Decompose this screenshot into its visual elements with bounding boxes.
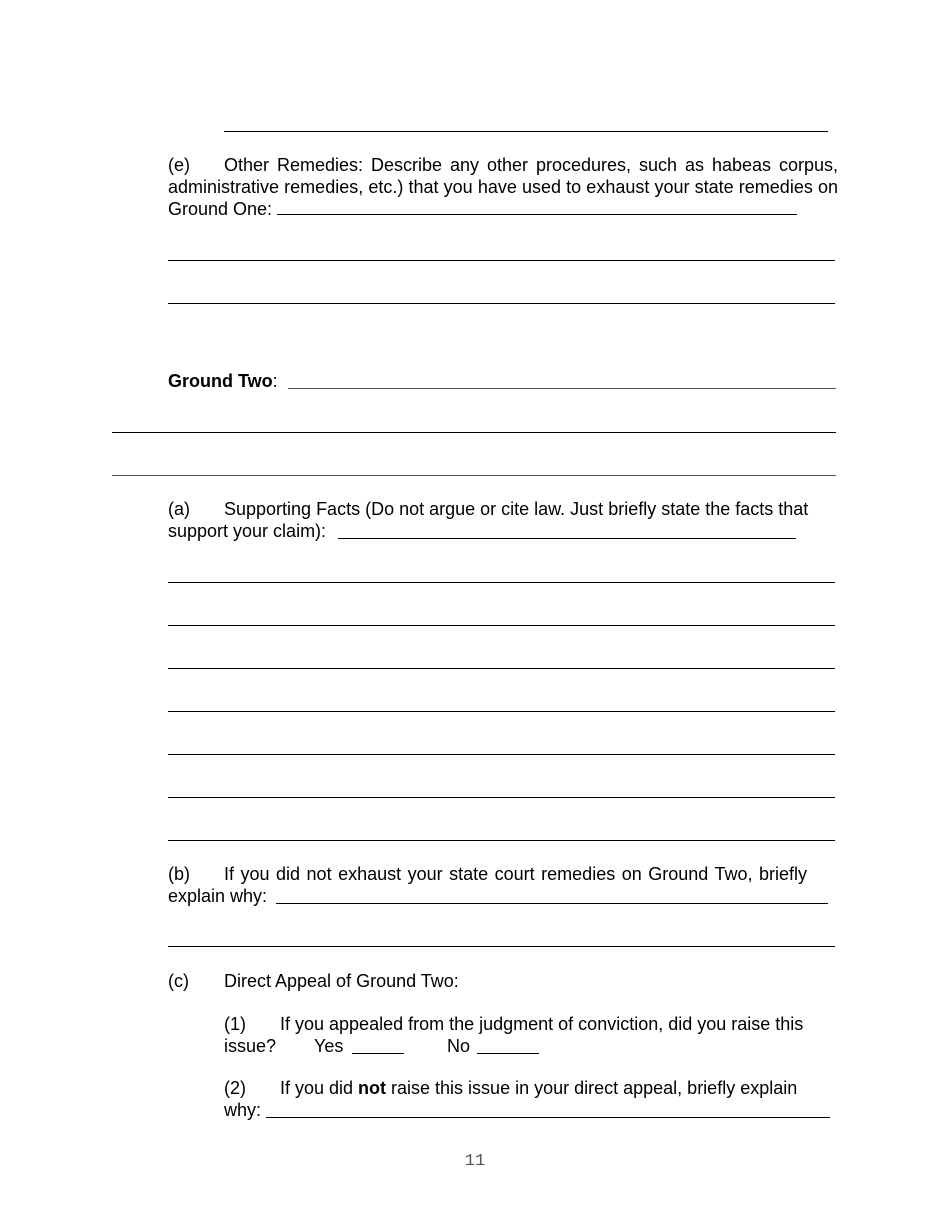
section-a-text-cont: support your claim): [168, 521, 327, 541]
ground-two-colon: : [272, 371, 278, 391]
section-b-label: (b) [168, 864, 190, 884]
section-e-answer-line[interactable] [168, 260, 835, 261]
section-e-label: (e) [168, 155, 190, 175]
section-a-answer-line[interactable] [168, 754, 835, 755]
answer-line-top[interactable] [224, 131, 828, 132]
section-a-line2 [168, 520, 326, 542]
section-e [168, 154, 838, 220]
section-a-answer-line[interactable] [168, 582, 835, 583]
section-e-answer-blank[interactable] [277, 198, 797, 215]
section-c2-line2 [224, 1099, 261, 1121]
section-c1-text-cont: issue? [224, 1036, 277, 1056]
no-answer-blank[interactable] [477, 1053, 539, 1054]
section-b-answer-line[interactable] [168, 946, 835, 947]
section-e-text: Other Remedies: Describe any other procedures, such as habeas corpus, administrative remedies, etc.) that you have used to exhaust your state remedies on Ground One: [168, 155, 838, 219]
section-c2-text-post: raise this issue in your direct appeal, briefly explain [386, 1078, 798, 1098]
page-number: 11 [464, 1152, 486, 1171]
section-c1-label: (1) [224, 1014, 246, 1034]
section-c2-text-cont: why: [224, 1100, 262, 1120]
section-e-answer-line[interactable] [168, 303, 835, 304]
section-c2-answer-blank[interactable] [266, 1117, 830, 1118]
section-c2-line1 [224, 1077, 797, 1099]
section-a-answer-line[interactable] [168, 625, 835, 626]
section-a-answer-line[interactable] [168, 797, 835, 798]
section-b-line1 [168, 863, 807, 885]
ground-two-answer-line[interactable] [112, 432, 836, 433]
section-b-line2 [168, 885, 267, 907]
section-c-label: (c) [168, 971, 189, 991]
section-b-answer-blank[interactable] [276, 903, 828, 904]
section-c2-label: (2) [224, 1078, 246, 1098]
section-c-text: Direct Appeal of Ground Two: [224, 971, 459, 991]
section-c1-text: If you appealed from the judgment of conviction, did you raise this [280, 1014, 804, 1034]
section-c1-issue [224, 1035, 276, 1057]
section-a-label: (a) [168, 499, 190, 519]
ground-two-answer-line[interactable] [112, 475, 836, 476]
section-c2-emphasis: not [358, 1078, 387, 1098]
ground-two-title: Ground Two [168, 371, 273, 391]
section-c [168, 970, 459, 992]
section-c2-text: If you did [280, 1078, 359, 1098]
no-option-label: No [447, 1036, 471, 1056]
ground-two-answer-line[interactable] [288, 388, 836, 389]
section-a-answer-line[interactable] [168, 711, 835, 712]
yes-answer-blank[interactable] [352, 1053, 404, 1054]
section-c1-line1 [224, 1013, 803, 1035]
section-a-answer-line[interactable] [168, 840, 835, 841]
section-a-answer-line[interactable] [168, 668, 835, 669]
section-a-answer-blank[interactable] [338, 538, 796, 539]
section-b-text-cont: explain why: [168, 886, 268, 906]
yes-option-label: Yes [314, 1036, 344, 1056]
section-a-text: Supporting Facts (Do not argue or cite law. Just briefly state the facts that [224, 499, 809, 519]
section-b-text: If you did not exhaust your state court remedies on Ground Two, briefly [224, 864, 807, 884]
section-a-line1 [168, 498, 808, 520]
ground-two-heading [168, 370, 278, 392]
